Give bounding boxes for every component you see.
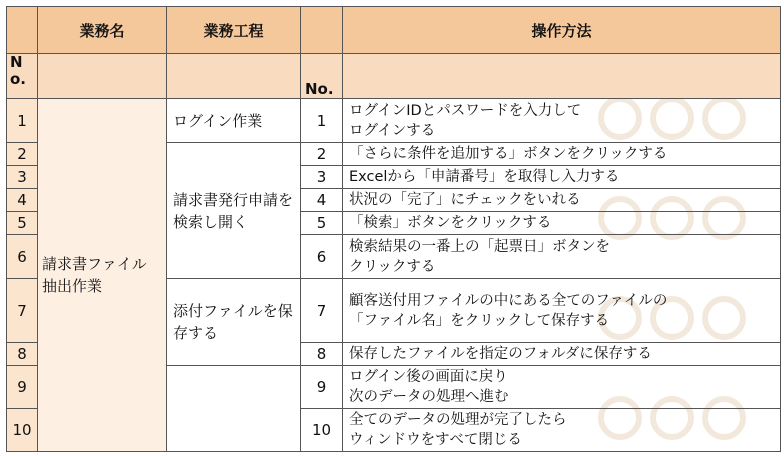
step-number: 4 bbox=[301, 189, 343, 212]
procedure-line: 「ファイル名」をクリックして保存する bbox=[349, 312, 610, 329]
procedure-line: 「さらに条件を追加する」ボタンをクリックする bbox=[349, 146, 668, 162]
procedure-line: 顧客送付用ファイルの中にある全てのファイルの bbox=[349, 292, 668, 309]
row-number: 6 bbox=[7, 235, 38, 279]
row-number: 10 bbox=[7, 409, 38, 452]
process-line: 存する bbox=[173, 324, 219, 342]
row-number: 7 bbox=[7, 279, 38, 343]
step-number: 2 bbox=[301, 143, 343, 166]
step-number: 6 bbox=[301, 235, 343, 279]
header-no-left: No. bbox=[7, 54, 38, 99]
process-line: 検索し開く bbox=[173, 212, 249, 231]
procedure-cell bbox=[343, 235, 781, 279]
process-cell bbox=[167, 143, 301, 279]
procedure-cell bbox=[343, 189, 781, 212]
header-no-mid: No. bbox=[301, 54, 343, 99]
procedure-line: ログインする bbox=[349, 122, 436, 139]
step-number: 3 bbox=[301, 166, 343, 189]
task-name-cell bbox=[38, 99, 167, 452]
row-number: 2 bbox=[7, 143, 38, 166]
row-number: 8 bbox=[7, 343, 38, 366]
header-task-name: 業務名 bbox=[38, 7, 167, 54]
process-line: 請求書発行申請を bbox=[173, 190, 294, 209]
step-number: 5 bbox=[301, 212, 343, 235]
procedure-cell bbox=[343, 166, 781, 189]
header-process: 業務工程 bbox=[167, 7, 301, 54]
step-number: 1 bbox=[301, 99, 343, 143]
step-number: 7 bbox=[301, 279, 343, 343]
task-name-line: 抽出作業 bbox=[42, 277, 103, 295]
subheader-blank-3 bbox=[343, 54, 781, 99]
procedure-cell bbox=[343, 212, 781, 235]
step-number: 8 bbox=[301, 343, 343, 366]
procedure-line: 全てのデータの処理が完了したら bbox=[349, 412, 567, 428]
row-number: 9 bbox=[7, 366, 38, 409]
process-line: 添付ファイルを保 bbox=[173, 302, 293, 320]
row-number: 1 bbox=[7, 99, 38, 143]
subheader-row bbox=[7, 54, 781, 99]
header-procedure: 操作方法 bbox=[343, 7, 781, 54]
procedure-line: ログイン後の画面に戻り bbox=[349, 369, 508, 385]
procedure-cell bbox=[343, 409, 781, 452]
subheader-blank-1 bbox=[38, 54, 167, 99]
task-name-line: 請求書ファイル bbox=[42, 255, 147, 273]
procedure-line: クリックする bbox=[349, 258, 436, 275]
procedure-cell bbox=[343, 143, 781, 166]
procedure-cell bbox=[343, 279, 781, 343]
step-number: 10 bbox=[301, 409, 343, 452]
procedure-line: 状況の「完了」にチェックをいれる bbox=[349, 192, 581, 208]
procedure-line: ログインIDとパスワードを入力して bbox=[349, 102, 582, 119]
process-cell bbox=[167, 366, 301, 452]
process-cell: ログイン作業 bbox=[167, 99, 301, 143]
procedure-line: 「検索」ボタンをクリックする bbox=[349, 215, 552, 231]
step-number: 9 bbox=[301, 366, 343, 409]
subheader-blank-2 bbox=[167, 54, 301, 99]
row-number: 3 bbox=[7, 166, 38, 189]
header-blank bbox=[7, 7, 38, 54]
header-blank-no bbox=[301, 7, 343, 54]
header-row bbox=[7, 7, 781, 54]
procedure-table bbox=[6, 6, 781, 452]
procedure-cell bbox=[343, 99, 781, 143]
row-number: 5 bbox=[7, 212, 38, 235]
procedure-line: 次のデータの処理へ進む bbox=[349, 389, 509, 405]
row-number: 4 bbox=[7, 189, 38, 212]
procedure-line: Excelから「申請番号」を取得し入力する bbox=[349, 169, 620, 185]
table-row bbox=[7, 99, 781, 143]
process-cell bbox=[167, 279, 301, 366]
procedure-cell bbox=[343, 343, 781, 366]
procedure-line: 検索結果の一番上の「起票日」ボタンを bbox=[349, 238, 610, 255]
procedure-line: ウィンドウをすべて閉じる bbox=[349, 432, 522, 448]
procedure-line: 保存したファイルを指定のフォルダに保存する bbox=[349, 346, 652, 362]
procedure-cell bbox=[343, 366, 781, 409]
